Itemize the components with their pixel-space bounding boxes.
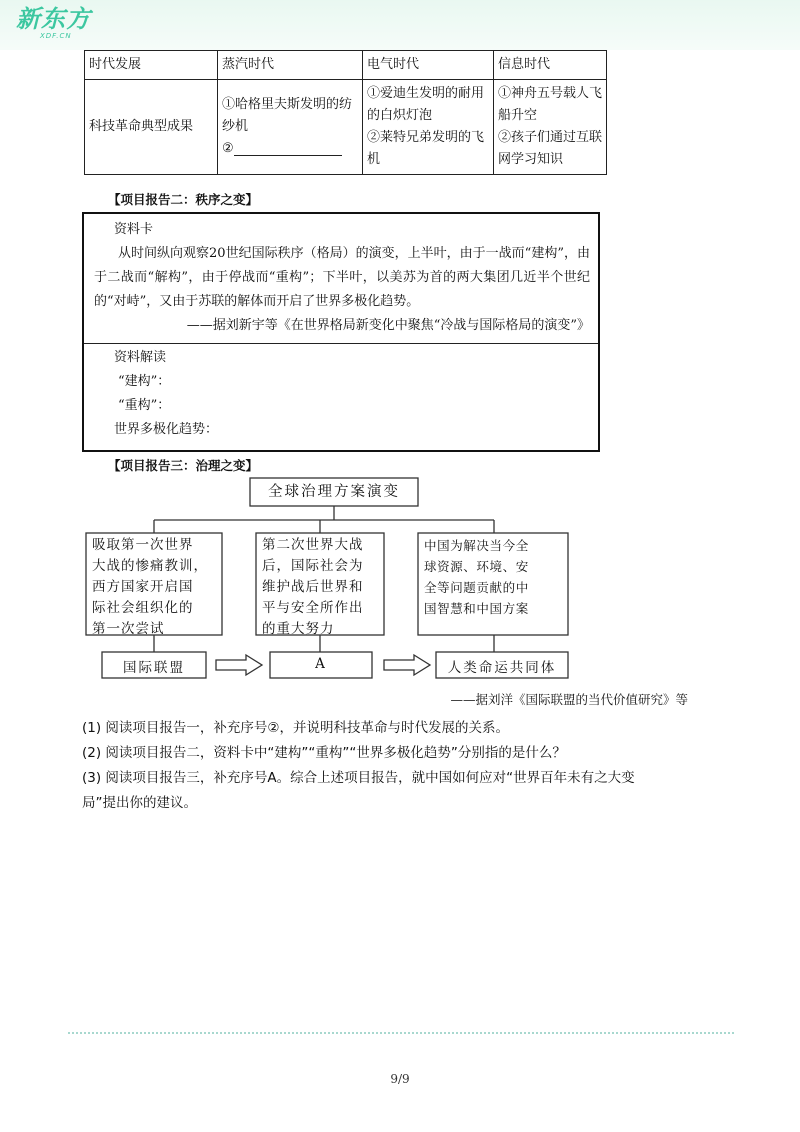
question-3: (3) 阅读项目报告三，补充序号A。综合上述项目报告，就中国如何应对“世界百年未有之大变 bbox=[82, 770, 635, 786]
box-line: 后，国际社会为 bbox=[262, 558, 364, 574]
box-line: 国智慧和中国方案 bbox=[424, 601, 529, 616]
box-line: 吸取第一次世界 bbox=[92, 537, 194, 553]
box-line: 第二次世界大战 bbox=[262, 537, 364, 553]
box-3-text bbox=[424, 535, 529, 619]
interpret-item-1: “建构”： bbox=[118, 374, 171, 389]
interpret-label: 资料解读 bbox=[114, 350, 167, 365]
steam-item-1: ①哈格里夫斯发明的纺纱机 bbox=[222, 97, 353, 134]
box-line: 维护战后世界和 bbox=[262, 579, 364, 595]
box-line: 大战的惨痛教训， bbox=[92, 558, 208, 574]
box-1-text bbox=[92, 535, 208, 640]
box-line: 全等问题贡献的中 bbox=[424, 580, 529, 595]
footer-divider bbox=[68, 1032, 734, 1034]
arrow-right-icon bbox=[216, 655, 262, 675]
box-line: 第一次尝试 bbox=[92, 621, 165, 637]
diagram-source: ——据刘洋《国际联盟的当代价值研究》等 bbox=[450, 692, 688, 707]
report3-title: 【项目报告三：治理之变】 bbox=[108, 458, 259, 473]
card-text: 从时间纵向观察20世纪国际秩序（格局）的演变，上半叶，由于一战而“建构”，由于二战而“解构”，由于停战而“重构”；下半叶，以美苏为首的两大集团几近半个世纪的“对峙”，又由于苏联的解体而开启了世界多极化趋势。 bbox=[94, 246, 590, 309]
box-line: 平与安全所作出 bbox=[262, 600, 364, 616]
stage-3-label: 人类命运共同体 bbox=[447, 660, 557, 676]
box-2-text bbox=[262, 535, 364, 640]
logo-text: 新东方 bbox=[16, 5, 91, 33]
card-label: 资料卡 bbox=[114, 222, 154, 237]
questions bbox=[82, 716, 702, 816]
arrow-right-icon bbox=[384, 655, 430, 675]
stage-1-label: 国际联盟 bbox=[123, 660, 185, 676]
diagram-title: 全球治理方案演变 bbox=[268, 484, 400, 500]
interpret-item-3: 世界多极化趋势： bbox=[114, 422, 219, 437]
electric-item-2: ②莱特兄弟发明的飞机 bbox=[367, 130, 485, 167]
box-line: 际社会组织化的 bbox=[92, 600, 194, 616]
logo-domain: XDF.CN bbox=[40, 32, 72, 40]
question-2: (2) 阅读项目报告二，资料卡中“建构”“重构”“世界多极化趋势”分别指的是什么？ bbox=[82, 745, 566, 761]
box-line: 球资源、环境、安 bbox=[424, 559, 529, 574]
header-cell: 蒸汽时代 bbox=[218, 51, 363, 80]
electric-item-1: ①爱迪生发明的耐用的白炽灯泡 bbox=[367, 86, 485, 123]
box-line: 西方国家开启国 bbox=[92, 579, 194, 595]
box-line: 的重大努力 bbox=[262, 621, 335, 637]
interpret-item-2: “重构”： bbox=[118, 398, 171, 413]
stage-2-label: A bbox=[315, 656, 327, 672]
steam-item-2-number: ② bbox=[222, 141, 234, 156]
row-label: 科技革命典型成果 bbox=[85, 80, 218, 175]
info-item-1: ①神舟五号载人飞船升空 bbox=[498, 86, 603, 123]
card-source: ——据刘新宇等《在世界格局新变化中聚焦“冷战与国际格局的演变”》 bbox=[186, 318, 590, 333]
box-line: 中国为解决当今全 bbox=[424, 538, 529, 553]
question-3-cont: 局”提出你的建议。 bbox=[82, 795, 197, 811]
header-cell: 时代发展 bbox=[85, 51, 218, 80]
page-number: 9/9 bbox=[390, 1072, 410, 1086]
header-cell: 电气时代 bbox=[363, 51, 494, 80]
info-item-2: ②孩子们通过互联网学习知识 bbox=[498, 130, 603, 167]
header-cell: 信息时代 bbox=[494, 51, 607, 80]
question-1: (1) 阅读项目报告一，补充序号②，并说明科技革命与时代发展的关系。 bbox=[82, 720, 510, 736]
report2-title: 【项目报告二：秩序之变】 bbox=[108, 192, 259, 207]
